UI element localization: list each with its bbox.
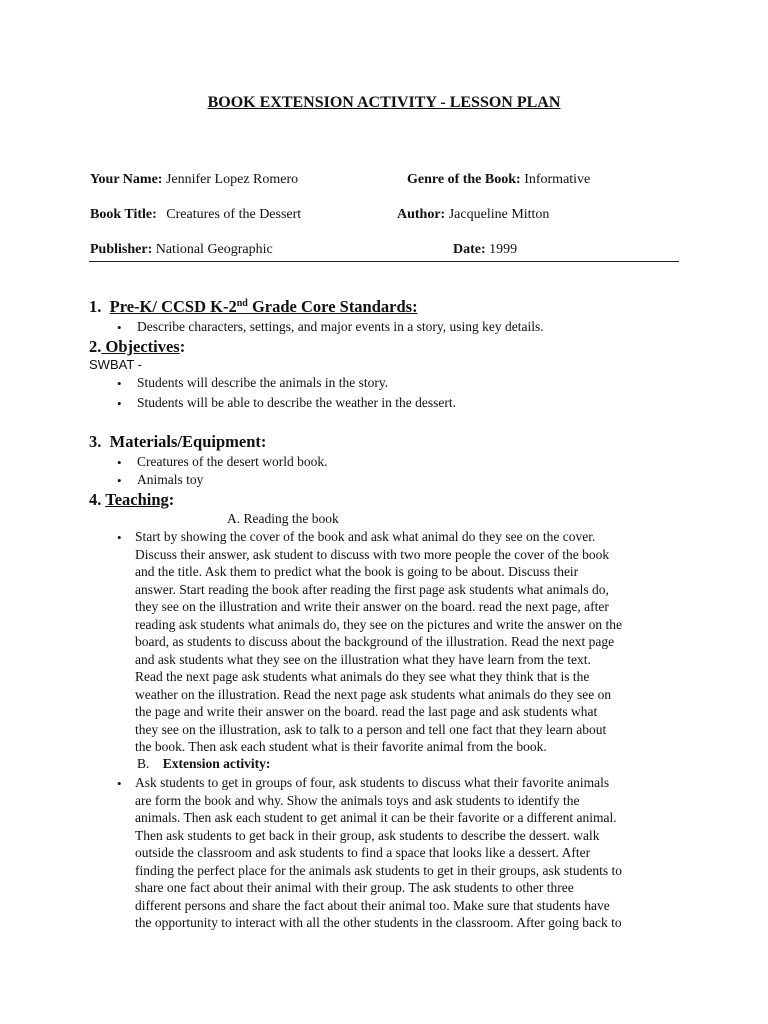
section-teaching-title: Teaching (105, 490, 169, 509)
paragraph-line: they see on the illustration, ask to talk to a person and tell one fact that they learn about (135, 721, 607, 737)
section-objectives-number: 2. (89, 337, 102, 356)
book-title-label: Book Title: (90, 207, 157, 222)
section-objectives-colon: : (179, 337, 186, 356)
materials-bullet-1: Creatures of the desert world book. (137, 454, 328, 469)
paragraph-line: outside the classroom and ask students to find a space that looks like a dessert. After (135, 845, 591, 860)
paragraph-line: Discuss their answer, ask student to discuss with two more people the cover of the book (135, 546, 610, 562)
paragraph-line: animals. Then ask each student to get animal it can be their favorite or a different animal. (135, 810, 617, 825)
publisher-row (90, 242, 273, 258)
paragraph-line: Start by showing the cover of the book and ask what animal do they see on the cover. (135, 529, 596, 544)
author-label: Author: (397, 207, 446, 222)
section-teaching-number: 4. (89, 490, 102, 509)
date-row (453, 242, 517, 258)
bullet-icon: • (117, 396, 122, 411)
paragraph-line: and the title. Ask them to predict what the book is going to be about. Discuss their (135, 564, 579, 579)
section-objectives-title: Objectives (101, 337, 180, 356)
section-materials-heading (89, 432, 266, 452)
section-objectives-heading (89, 337, 185, 357)
standards-title-part-a: Pre-K/ CCSD K-2 (109, 297, 237, 316)
book-title-value: Creatures of the Dessert (166, 207, 302, 222)
standards-title-sup: nd (236, 298, 248, 309)
paragraph-line: different persons and share the fact about their animal too. Make sure that students have (135, 897, 610, 913)
publisher-value: National Geographic (155, 242, 273, 257)
your-name-row (90, 172, 298, 188)
section-standards-number: 1. (89, 297, 102, 316)
teaching-sub-b (137, 756, 270, 772)
paragraph-line: Then ask students to get back in their group, ask students to describe the dessert. walk (135, 827, 600, 843)
paragraph-line: share one fact about their animal with their group. The ask students to other three (135, 880, 574, 895)
genre-row (407, 172, 590, 188)
genre-value: Informative (524, 172, 591, 187)
teaching-sub-a: A. Reading the book (227, 511, 339, 526)
paragraph-line: the opportunity to interact with all the other students in the classroom. After going back to (135, 915, 622, 930)
paragraph-line: answer. Start reading the book after reading the first page ask students what animals do, (135, 581, 609, 597)
standards-title-part-b: Grade Core Standards: (247, 297, 418, 316)
paragraph-line: finding the perfect place for the animals ask students to get in their groups, ask students to (135, 862, 623, 878)
paragraph-line: and ask students what they see on the illustration what they have learn from the text. (135, 651, 591, 667)
paragraph-line: the page and write their answer on the board. read the last page and ask students what (135, 704, 598, 719)
paragraph-line: reading ask students what animals do, they see on the pictures and write the answer on the (135, 616, 622, 632)
your-name-label: Your Name: (90, 172, 163, 187)
bullet-icon: • (117, 376, 122, 391)
author-value: Jacqueline Mitton (448, 207, 550, 222)
standards-bullet-1: Describe characters, settings, and major events in a story, using key details. (137, 319, 544, 334)
objectives-bullet-2: Students will be able to describe the weather in the dessert. (137, 395, 457, 410)
section-materials-title: Materials/Equipment: (109, 432, 267, 451)
your-name-value: Jennifer Lopez Romero (165, 172, 299, 187)
teaching-paragraph-b (135, 774, 695, 932)
bullet-icon: • (117, 320, 122, 335)
paragraph-line: the book. Then ask each student what is their favorite animal from the book. (135, 739, 547, 754)
section-standards-title (110, 297, 418, 316)
publisher-label: Publisher: (90, 242, 153, 257)
section-materials-number: 3. (89, 432, 102, 451)
genre-label: Genre of the Book: (407, 172, 521, 187)
materials-bullet-2: Animals toy (137, 472, 204, 487)
bullet-icon: • (117, 776, 122, 791)
section-standards-heading (89, 297, 418, 317)
paragraph-line: are form the book and why. Show the animals toys and ask students to identify the (135, 792, 580, 808)
document-title: BOOK EXTENSION ACTIVITY - LESSON PLAN (207, 94, 561, 111)
teaching-sub-b-title: Extension activity: (162, 756, 271, 771)
teaching-sub-b-letter: B. (137, 756, 150, 771)
author-row (397, 207, 549, 223)
paragraph-line: Read the next page ask students what animals do they see what they think that is the (135, 669, 590, 684)
bullet-icon: • (117, 455, 122, 470)
header-divider (89, 261, 679, 262)
date-value: 1999 (489, 242, 518, 257)
date-label: Date: (453, 242, 486, 257)
swbat-label: SWBAT - (89, 357, 142, 372)
paragraph-line: they see on the illustration and write their answer on the board. read the next page, after (135, 599, 609, 614)
section-teaching-heading (89, 490, 174, 510)
paragraph-line: Ask students to get in groups of four, ask students to discuss what their favorite animals (135, 775, 610, 790)
paragraph-line: weather on the illustration. Read the next page ask students what animals do they see on (135, 686, 612, 702)
objectives-bullet-1: Students will describe the animals in the story. (137, 375, 389, 390)
paragraph-line: board, as students to discuss about the background of the illustration. Read the next page (135, 634, 615, 649)
bullet-icon: • (117, 473, 122, 488)
section-teaching-colon: : (168, 490, 175, 509)
book-title-row (90, 207, 301, 223)
bullet-icon: • (117, 530, 122, 545)
teaching-paragraph-a (135, 528, 695, 756)
